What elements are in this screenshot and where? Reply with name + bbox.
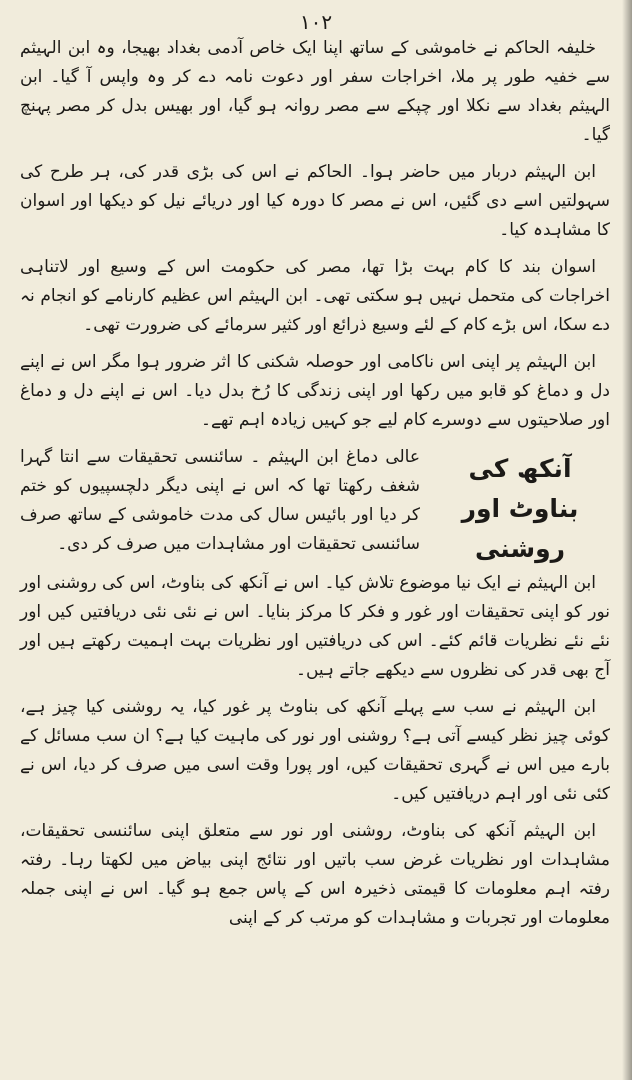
paragraph: ابن الہیثم نے سب سے پہلے آنکھ کی بناوٹ پر غور کیا، یہ روشنی کیا چیز ہے، کوئی چیز نظر کیسے آتی ہے؟ روشنی اور نور کی ماہیت کیا ہے؟ ان سب مسائل کے بارے میں اس نے گہری تحقیقات کیں، اور پورا وقت اسی میں صرف کر دیا، اس نے کئی نئی اور اہم دریافتیں کیں۔	[20, 697, 610, 804]
paragraph: عالی دماغ ابن الہیثم ۔ سائنسی تحقیقات سے انتا گہرا شغف رکھتا تھا کہ اس نے اپنی دیگر دلچسپیوں کو ختم کر دیا اور بائیس سال کی مدت خاموشی کے ساتھ صرف سائنسی تحقیقات اور مشاہدات میں صرف کر دی۔	[20, 447, 420, 554]
page-number: ١٠٢	[299, 10, 333, 34]
page-body	[20, 34, 610, 933]
section-heading: آنکھ کی بناوٹ اور روشنی	[461, 454, 579, 563]
paragraph: اسوان بند کا کام بہت بڑا تھا، مصر کی حکومت اس کے وسیع اور لاتناہی اخراجات کی متحمل نہیں ہو سکتی تھی۔ ابن الہیثم اس عظیم کارنامے کو انجام نہ دے سکا، اس بڑے کام کے لئے وسیع ذرائع اور کثیر سرمائے کی ضرورت تھی۔	[20, 257, 610, 335]
paragraph: ابن الہیثم پر اپنی اس ناکامی اور حوصلہ شکنی کا اثر ضرور ہوا مگر اس نے اپنے دل و دماغ کو قابو میں رکھا اور اپنی زندگی کا رُخ بدل دیا۔ اس نے اپنے دل و دماغ اور صلاحیتوں سے دوسرے کام لیے جو کہیں زیادہ اہم تھے۔	[20, 352, 610, 430]
page-edge-shadow	[622, 0, 632, 1080]
section-block	[20, 443, 610, 569]
paragraph: ابن الہیثم دربار میں حاضر ہوا۔ الحاکم نے اس کی بڑی قدر کی، ہر طرح کی سہولتیں اسے دی گئیں، اس نے مصر کا دورہ کیا اور دریائے نیل کو دیکھا اور اسوان کا مشاہدہ کیا۔	[20, 162, 610, 240]
paragraph: ابن الہیثم آنکھ کی بناوٹ، روشنی اور نور سے متعلق اپنی سائنسی تحقیقات، مشاہدات اور نظریات غرض سب باتیں اور نتائج اپنی بیاض میں لکھتا رہا۔ رفتہ رفتہ اہم معلومات کا قیمتی ذخیرہ اس کے پاس جمع ہو گیا۔ اس نے اپنی جملہ معلومات اور تجربات و مشاہدات کو مرتب کر کے اپنی	[20, 821, 610, 928]
paragraph: خلیفہ الحاکم نے خاموشی کے ساتھ اپنا ایک خاص آدمی بغداد بھیجا، وہ ابن الہیثم سے خفیہ طور پر ملا، اخراجات سفر اور دعوت نامہ دے کر وہ واپس آ گیا۔ ابن الہیثم بغداد سے نکلا اور چپکے سے مصر روانہ ہو گیا، اور بھیس بدل کر مصر پہنچ گیا۔	[20, 38, 610, 145]
paragraph: ابن الہیثم نے ایک نیا موضوع تلاش کیا۔ اس نے آنکھ کی بناوٹ، اس کی روشنی اور نور کو اپنی تحقیقات اور غور و فکر کا مرکز بنایا۔ اس نے نئی نئی دریافتیں کیں اور نئے نئے نظریات قائم کئے۔ اس کی دریافتیں اور نظریات بہت اہمیت رکھتے ہیں اور آج بھی قدر کی نظروں سے دیکھے جاتے ہیں۔	[20, 573, 610, 680]
